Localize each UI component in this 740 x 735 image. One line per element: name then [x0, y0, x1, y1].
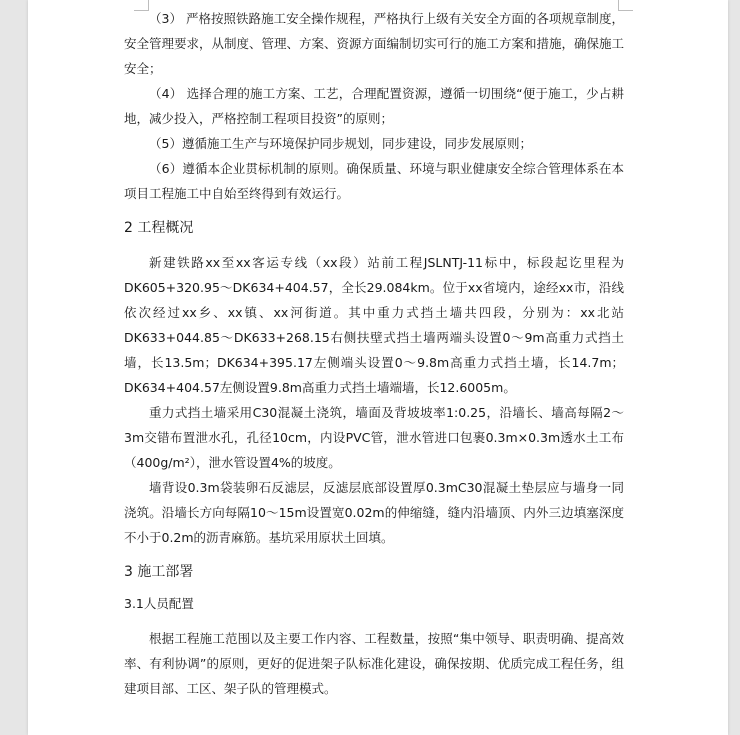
section-heading: 2 工程概况	[124, 220, 194, 236]
paragraph: 根据工程施工范围以及主要工作内容、工程数量，按照“集中领导、职责明确、提高效率、有利协调”的原则，更好的促进架子队标准化建设，确保按期、优质完成工程任务，组建项目部、工区、架子队的管理模式。	[124, 631, 624, 696]
paragraph: （5）遵循施工生产与环境保护同步规划，同步建设，同步发展原则；	[149, 136, 532, 151]
document-body	[124, 6, 624, 701]
paragraph: （3） 严格按照铁路施工安全操作规程，严格执行上级有关安全方面的各项规章制度，安全管理要求，从制度、管理、方案、资源方面编制切实可行的施工方案和措施，确保施工安全；	[124, 11, 625, 76]
paragraph: （6）遵循本企业贯标机制的原则。确保质量、环境与职业健康安全综合管理体系在本项目工程施工中自始至终得到有效运行。	[124, 161, 624, 201]
section-heading: 3 施工部署	[124, 564, 194, 580]
paragraph: 新建铁路xx至xx客运专线（xx段）站前工程JSLNTJ-11标中，标段起讫里程为DK605+320.95～DK634+404.57，全长29.084km。位于xx省境内，途经xx市，沿线依次经过xx乡、xx镇、xx河街道。其中重力式挡土墙共四段，分别为：xx北站DK633+044.85～DK633+268.15右侧扶壁式挡土墙两端头设置0～9m高重力式挡土墙，长13.5m；DK634+395.17左侧端头设置0～9.8m高重力式挡土墙，长14.7m；DK634+404.57左侧设置9.8m高重力式挡土墙端墙，长12.6005m。	[124, 255, 624, 395]
paragraph: 重力式挡土墙采用C30混凝土浇筑，墙面及背坡坡率1:0.25，沿墙长、墙高每隔2～3m交错布置泄水孔，孔径10cm，内设PVC管，泄水管进口包裹0.3m×0.3m透水土工布（400g/m²），泄水管设置4%的坡度。	[124, 405, 624, 470]
paragraph: （4） 选择合理的施工方案、工艺，合理配置资源，遵循一切围绕“便于施工，少占耕地，减少投入，严格控制工程项目投资”的原则；	[124, 86, 624, 126]
paragraph: 墙背设0.3m袋装卵石反滤层，反滤层底部设置厚0.3mC30混凝土垫层应与墙身一同浇筑。沿墙长方向每隔10～15m设置宽0.02m的伸缩缝，缝内沿墙顶、内外三边填塞深度不小于0.2m的沥青麻筋。基坑采用原状土回填。	[124, 480, 624, 545]
document-page	[28, 0, 728, 735]
subsection-heading: 3.1人员配置	[124, 596, 194, 611]
